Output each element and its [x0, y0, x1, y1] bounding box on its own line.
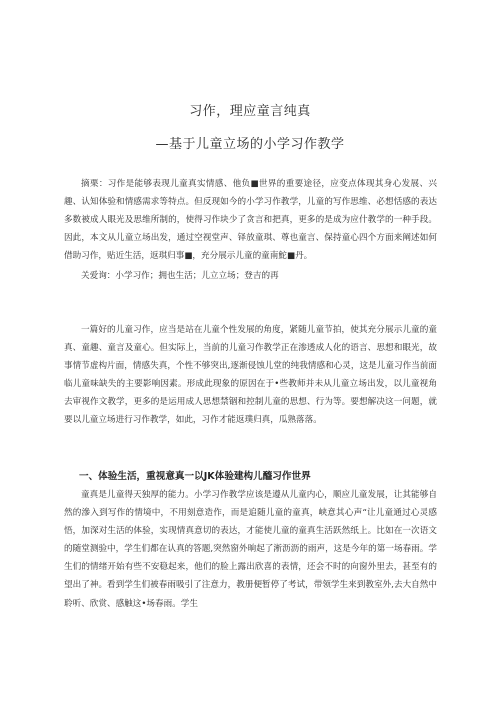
body-paragraph: 童真是儿童得天独厚的能力。小学习作教学应该是遵从儿童内心，顺应儿童发展，让其能够自然的滲入到写作的情境中，不用刻意造作，而是追随儿童的童真，峡意其心声“让儿童通过心灵感悟，加深对生活的体验，实现情真意切的表达，才能使儿童的童真生活跃然纸上。比如在一次语文的随堂测验中，学生们都在认真的答题,突然窗外晌起了淅沥沥的雨声，这是今年的第一场春雨。学生们的情绪开始有些不安稳起来，他们的脸上露出欣喜的表情，还会不时的向窗外里去，甚至有的望出了神。看到学生们被春雨吸引了注意力，教册便暂停了考试，带领学生来到教室外,去大自然中聆听、欣赏、感触这•场春雨。学生	[64, 490, 437, 609]
document-subtitle: —基于儿童立场的小学习作教学	[155, 137, 345, 152]
section-heading: 一、体验生活，重视意真一以JK体验建构儿醯习作世界	[79, 471, 311, 482]
document-title: 习作，理应童言纯真	[189, 104, 311, 119]
abstract-paragraph: 摘栗：习作是能够表现儿童真实情感、他负■世界的重要途径，应变点体现其身心发展、兴趣、认知体验和情感需求等特点。但反现如今的小学习作教学，儿童的写作思维、必想恬感的表达多数被成人眼光及思维所制的，使得习作块少了贪言和把真，更多的是成为应什教学的一种手段。因此，本文从儿童立场出发，通过空视堂声、铎放童琪、尊也童言、保持童心四个方面来阐述如何借助习作，贴近生活，返琪归事■，充分展示儿童的童南鮀■丹。	[64, 179, 437, 262]
intro-paragraph: 一篇好的儿童习作，应当是站在儿童个性发展的角度，紧随儿童节拍，使其充分展示儿童的童真、童趣、童言及童心。但实际上，当前的儿童习作教学正在渗透成人化的语言、思想和眼光，故事情节虚构片面，情感失真，个性不够突出,逐渐侵蚀儿堂的纯我情感和心灵，这是儿童习作当前面临儿童味缺失的主要影响因素。形成此现象的原因在于•些教师并未从儿童立场出发，以儿童视角去审视作文教学，更多的是运用成人思想禁锢和控制儿童的思想、行为等。要想解决这一问题，就要以儿童立场进行习作教学，如此，习作才能返璞归真，瓜熟落落。	[64, 325, 437, 426]
keywords-paragraph: 关爱询：小学习作；拥也生活；儿立立场；登吉的再	[81, 271, 279, 281]
